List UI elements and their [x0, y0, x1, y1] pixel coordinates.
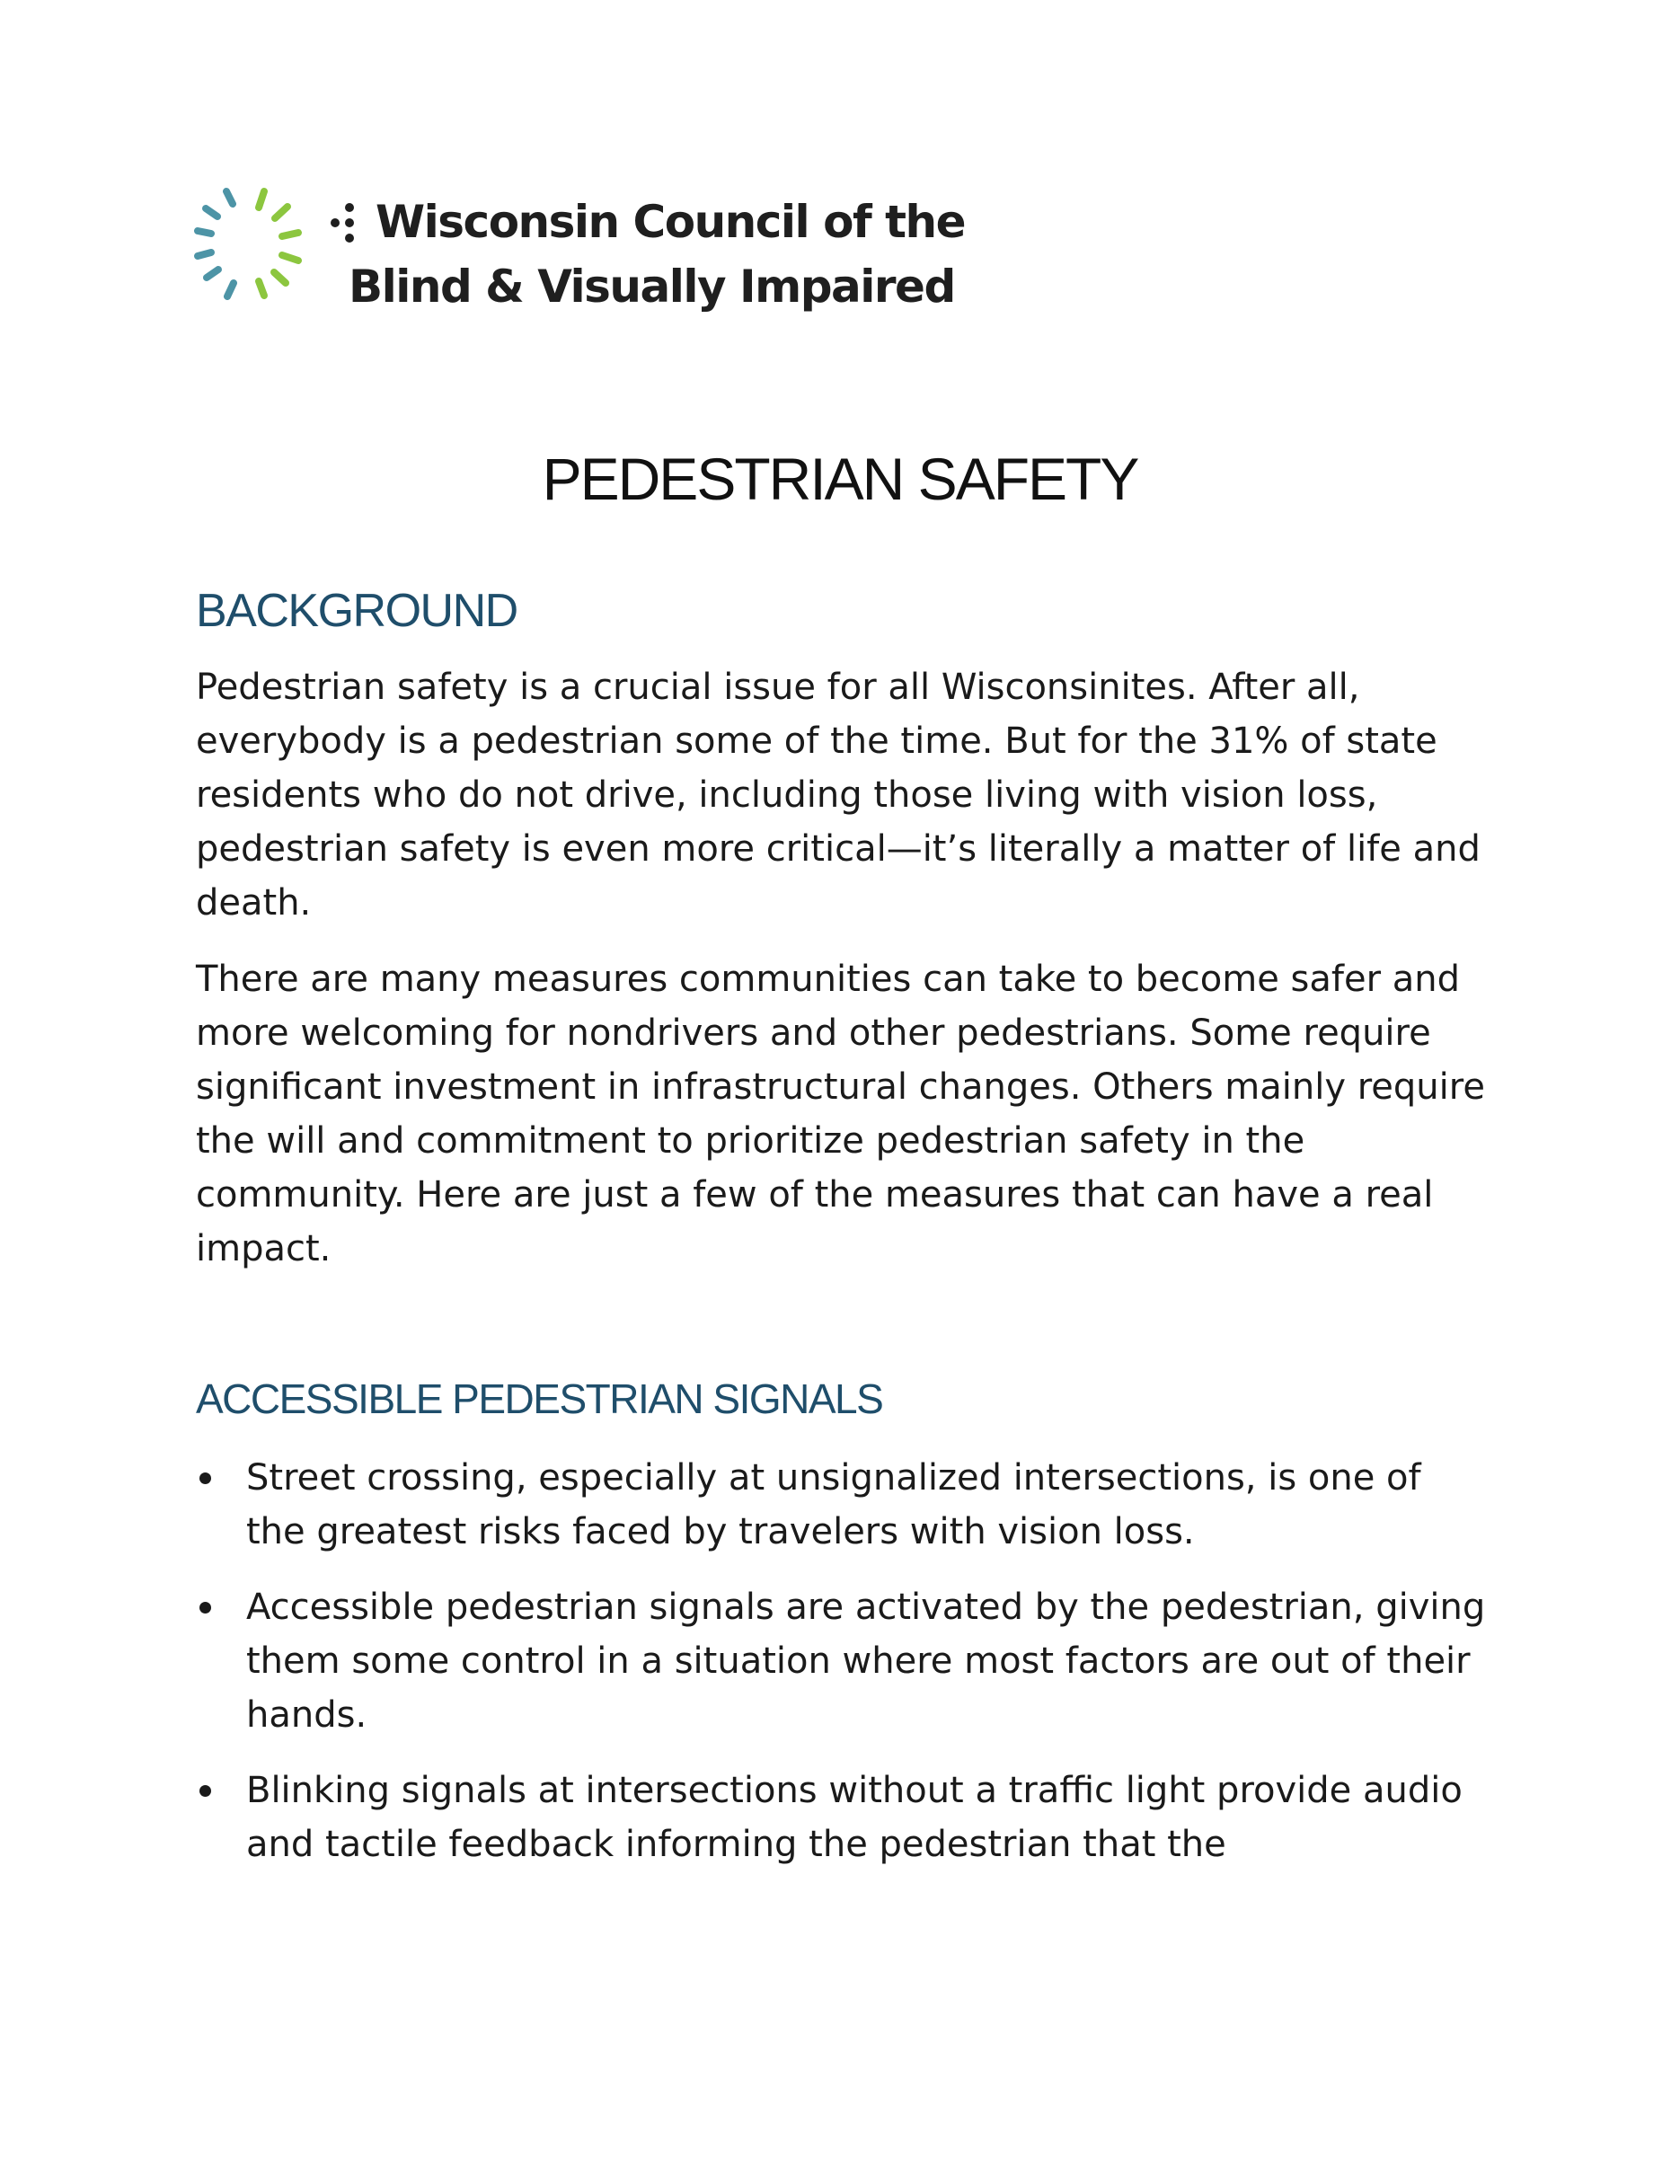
bullet-icon [199, 1602, 211, 1614]
document-title: PEDESTRIAN SAFETY [542, 446, 1138, 512]
signals-heading: ACCESSIBLE PEDESTRIAN SIGNALS [196, 1375, 883, 1422]
organization-name [349, 190, 965, 319]
background-heading: BACKGROUND [196, 585, 517, 637]
signals-bullet-list [196, 1451, 1490, 1893]
list-item-text: Blinking signals at intersections without a traffic light provide audio and tactile feedback informing the pedestrian that the [246, 1770, 1463, 1865]
list-item [196, 1764, 1490, 1871]
background-paragraph-1: Pedestrian safety is a crucial issue for all Wisconsinites. After all, everybody is a pedestrian some of the time. But for the 31% of state residents who do not drive, including those living with vision loss, pedestrian safety is even more critical—it’s literally a matter of life and death. [196, 667, 1481, 924]
list-item-text: Street crossing, especially at unsignalized intersections, is one of the greatest risks faced by travelers with vision loss. [246, 1457, 1421, 1552]
organization-name-line1: Wisconsin Council of the [376, 196, 966, 248]
organization-logo [189, 184, 966, 328]
list-item [196, 1451, 1490, 1559]
sunburst-logo-icon [189, 184, 323, 319]
list-item [196, 1580, 1490, 1742]
list-item-text: Accessible pedestrian signals are activated by the pedestrian, giving them some control in a situation where most factors are out of their hands. [246, 1587, 1486, 1736]
bullet-icon [199, 1472, 211, 1484]
organization-name-line2: Blind & Visually Impaired [349, 261, 955, 313]
bullet-icon [199, 1785, 211, 1797]
background-paragraph-2: There are many measures communities can take to become safer and more welcoming for nondrivers and other pedestrians. Some require significant investment in infrastructural changes. Others mainly require the will and commitment to prioritize pedestrian safety in the community. Here are just a few of the measures that can have a real impact. [196, 959, 1485, 1269]
